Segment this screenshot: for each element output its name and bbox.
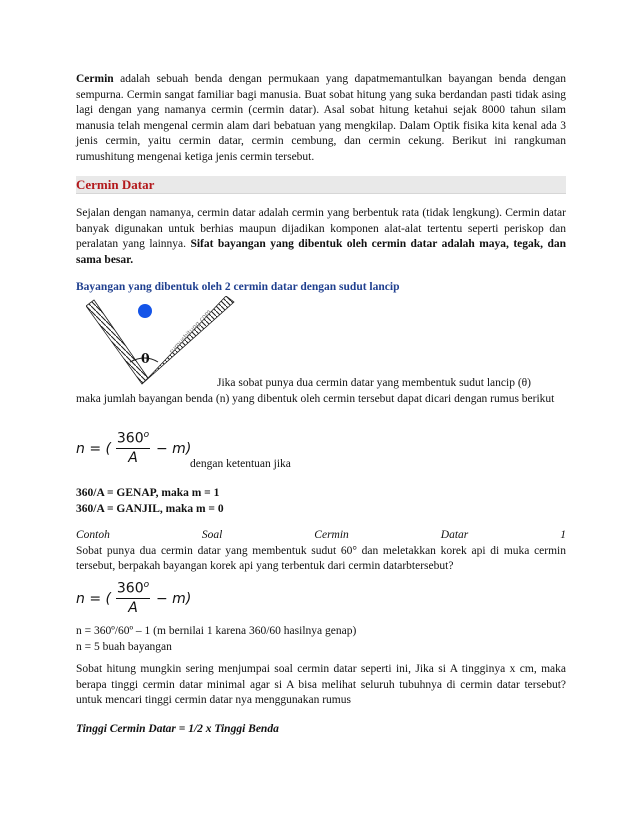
- formula1-denominator: A: [128, 450, 138, 466]
- example-word-5: 1: [560, 529, 566, 541]
- solution-line-1: n = 360º/60º – 1 (m bernilai 1 karena 360/60 hasilnya genap): [76, 625, 357, 637]
- formula2-numerator-value: 360: [116, 580, 144, 597]
- cermin-datar-paragraph: [76, 206, 566, 268]
- formula2-lhs: n = (: [76, 591, 111, 607]
- intro-bold-word: Cermin: [76, 73, 114, 85]
- para3: Sobat hitung mungkin sering menjumpai soal cermin datar seperti ini, Jika si A tingginya x cm, maka berapa tinggi cermin datar minimal agar si A bisa melihat seluruh tubuhnya di cermin datar tersebut? untuk mencari tinggi cermin datar nya menggunakan rumus: [76, 663, 566, 707]
- para1-bold: Sifat bayangan yang dibentuk oleh cermin datar adalah maya, tegak, dan sama besar.: [76, 238, 566, 266]
- example-text: Sobat punya dua cermin datar yang membentuk sudut 60° dan meletakkan korek api di muka cermin tersebut, berpakah bayangan korek api yang terbentuk dari cermin datarbtersebut?: [76, 544, 566, 573]
- rules: [76, 486, 566, 517]
- formula1-suffix: dengan ketentuan jika: [190, 458, 291, 470]
- para2-line1: Jika sobat punya dua cermin datar yang membentuk sudut lancip (θ): [217, 377, 532, 389]
- formula1-rhs: − m): [156, 441, 192, 457]
- final-formula-text: Tinggi Cermin Datar = 1/2 x Tinggi Benda: [76, 723, 279, 735]
- example-title: [76, 528, 566, 544]
- example-word-1: Contoh: [76, 529, 110, 541]
- rule-1: 360/A = GENAP, maka m = 1: [76, 487, 220, 499]
- solution-line-2: n = 5 buah bayangan: [76, 640, 172, 653]
- formula2-denominator: A: [128, 600, 138, 616]
- angle-label: θ: [141, 352, 150, 367]
- formula1-lhs: n = (: [76, 441, 111, 457]
- intro-text: adalah sebuah benda dengan permukaan yang dapatmemantulkan bayangan benda dengan sempurna. Cermin sangat familiar bagi manusia. Buat sobat hitung yang suka berdandan pasti tidak asing lagi dengan yang namanya cermin (cermin datar). Asal sobat hitung ketahui sejak 8000 tahun silam manusia telah mengenal cermin alam dari bebatuan yang mengkilap. Dalam Optik fisika kita kenal ada 3 jenis cermin, yaitu cermin datar, cermin cembung, dan cermin cekung. Berikut ini rangkuman rumushitung mengenai ketiga jenis cermin tersebut.: [76, 73, 566, 163]
- section-heading-bar: [76, 176, 566, 194]
- figure-watermark: rumushitung.com: [167, 307, 213, 356]
- para1-text: Sejalan dengan namanya, cermin datar adalah cermin yang berbentuk rata (tidak lengkung). Cermin datar banyak digunakan untuk berhias maupun dijadikan komponen alat-alat tertentu seperti periskop dan peralatan yang lainnya.: [76, 207, 566, 251]
- formula1-numerator-value: 360: [116, 430, 144, 447]
- section-heading: Cermin Datar: [76, 177, 155, 192]
- example: [76, 528, 566, 575]
- figure-title: Bayangan yang dibentuk oleh 2 cermin datar dengan sudut lancip: [76, 281, 400, 293]
- formula1-degree: o: [143, 430, 150, 440]
- right-mirror: [142, 296, 234, 384]
- rule-2: 360/A = GANJIL, maka m = 0: [76, 502, 224, 515]
- para2: [76, 376, 566, 407]
- example-word-2: Soal: [201, 529, 223, 541]
- formula2-degree: o: [143, 580, 150, 590]
- formula2-numerator: [116, 578, 150, 597]
- object-ball-icon: [138, 304, 152, 318]
- formula2-rhs: − m): [156, 591, 192, 607]
- final-formula: [76, 722, 566, 738]
- solution: [76, 624, 566, 655]
- mirror-diagram: [86, 296, 236, 388]
- formula1-fraction-line: [116, 448, 150, 449]
- formula-2: [76, 578, 276, 620]
- formula2-fraction-line: [116, 598, 150, 599]
- formula1-numerator: [116, 428, 150, 447]
- example-word-3: Cermin: [314, 529, 349, 541]
- formula-1: [76, 428, 376, 470]
- example-word-4: Datar: [440, 529, 469, 541]
- intro-paragraph: [76, 72, 566, 166]
- para2-rest: maka jumlah bayangan benda (n) yang dibentuk oleh cermin tersebut dapat dicari dengan rumus berikut: [76, 392, 555, 405]
